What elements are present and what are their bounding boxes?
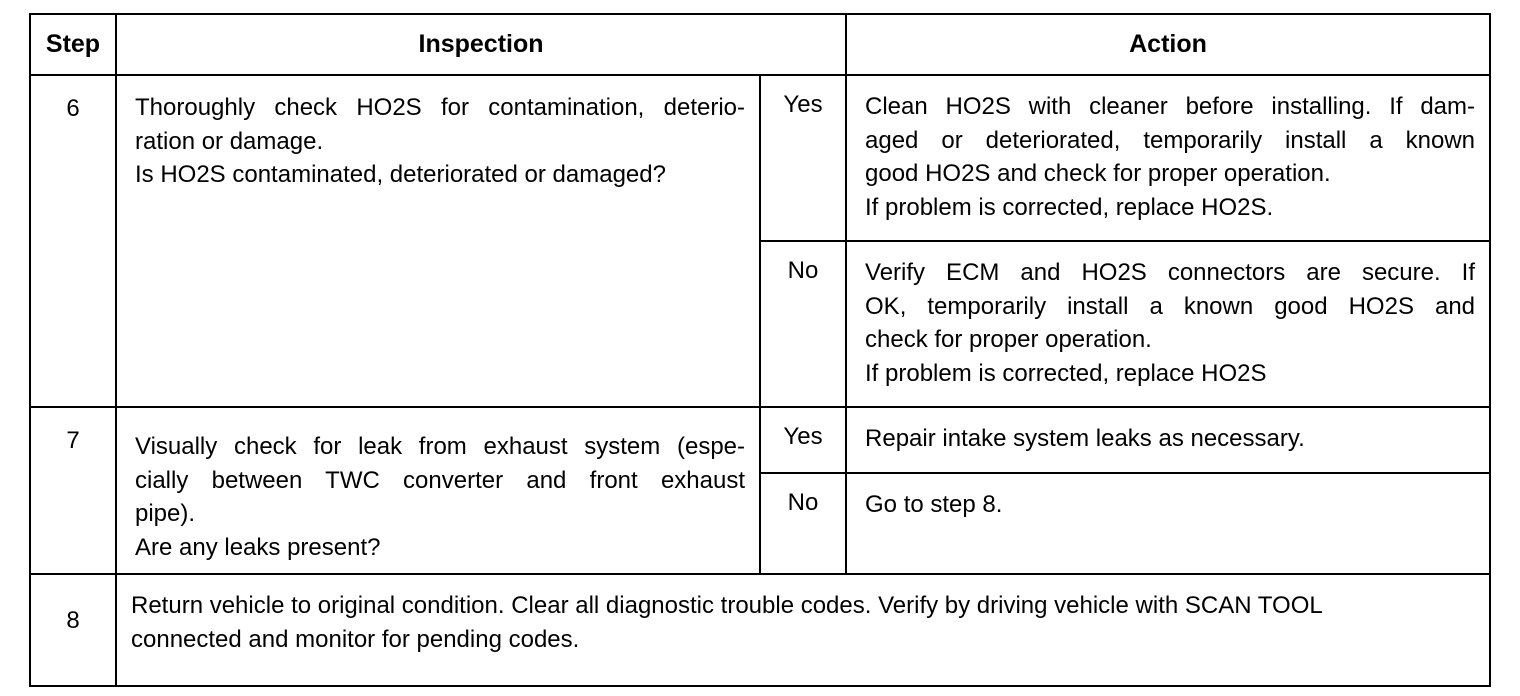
text-line: good HO2S and check for proper operation. xyxy=(865,160,1331,187)
text-line: OK, temporarily install a known good HO2S and xyxy=(865,292,1476,320)
step-number-cell xyxy=(30,407,116,574)
action-text xyxy=(847,242,1489,390)
inspection-cell xyxy=(116,407,760,574)
action-cell xyxy=(846,407,1490,473)
yes-cell xyxy=(760,407,846,473)
header-inspection: Inspection xyxy=(116,14,846,75)
header-step: Step xyxy=(30,14,116,75)
text-line: Visually check for leak from exhaust system (espe- xyxy=(135,433,745,460)
text-line: check for proper operation. xyxy=(865,326,1152,353)
text-line: Is HO2S contaminated, deteriorated or damaged? xyxy=(135,161,666,188)
text-line: ration or damage. xyxy=(135,127,324,155)
no-label: No xyxy=(787,489,819,516)
table-row-step-8 xyxy=(30,574,1490,686)
text-line: If problem is corrected, replace HO2S xyxy=(865,359,1267,387)
table-row-step-6 xyxy=(30,75,1490,241)
action-cell xyxy=(846,473,1490,574)
inspection-text xyxy=(117,408,759,564)
yes-label: Yes xyxy=(783,91,823,118)
action-cell xyxy=(846,241,1490,407)
no-cell xyxy=(760,473,846,574)
step-number-cell xyxy=(30,75,116,407)
no-label: No xyxy=(787,257,819,284)
text-line: cially between TWC converter and front exhaust xyxy=(135,466,745,494)
header-action: Action xyxy=(846,14,1490,75)
inspection-cell xyxy=(116,75,760,407)
text-line: If problem is corrected, replace HO2S. xyxy=(865,193,1274,221)
text-line: Verify ECM and HO2S connectors are secure. If xyxy=(865,259,1476,286)
text-line: Repair intake system leaks as necessary. xyxy=(865,425,1305,452)
text-line: Thoroughly check HO2S for contamination, deterio- xyxy=(135,94,745,121)
step-number: 7 xyxy=(66,427,80,454)
text-line: Are any leaks present? xyxy=(135,533,381,561)
text-line: Go to step 8. xyxy=(865,491,1003,518)
text-line: Return vehicle to original condition. Clear all diagnostic trouble codes. Verify by driving vehicle with SCAN TOOL xyxy=(131,592,1323,619)
yes-label: Yes xyxy=(783,423,823,450)
step-number: 8 xyxy=(66,607,80,634)
action-cell xyxy=(846,75,1490,241)
text-line: Clean HO2S with cleaner before installing. If dam- xyxy=(865,93,1476,120)
action-text xyxy=(847,474,1489,522)
action-text xyxy=(847,76,1489,224)
text-line: connected and monitor for pending codes. xyxy=(131,625,580,653)
diagnostic-table xyxy=(29,13,1491,687)
no-cell xyxy=(760,241,846,407)
text-line: pipe). xyxy=(135,500,196,527)
inspection-text xyxy=(117,76,759,192)
yes-cell xyxy=(760,75,846,241)
action-text xyxy=(847,408,1489,456)
header-row xyxy=(30,14,1490,75)
final-step-text xyxy=(117,575,1489,656)
step-number: 6 xyxy=(66,95,80,122)
table-row-step-7 xyxy=(30,407,1490,473)
step-number-cell xyxy=(30,574,116,686)
final-step-cell xyxy=(116,574,1490,686)
text-line: aged or deteriorated, temporarily install a known xyxy=(865,126,1476,154)
